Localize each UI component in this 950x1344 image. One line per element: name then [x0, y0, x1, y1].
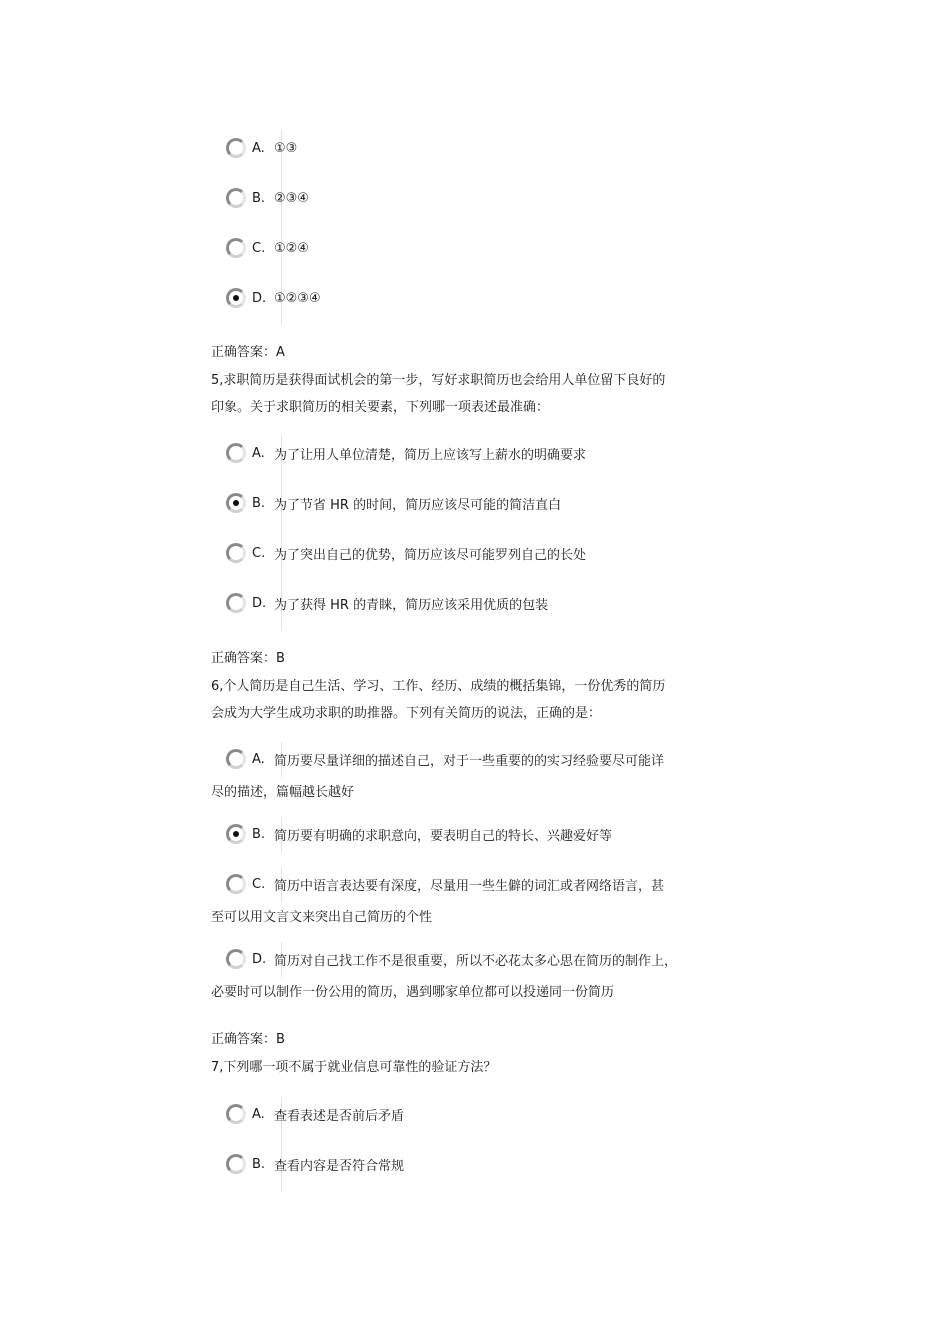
q6-option-b[interactable]: B. 简历要有明确的求职意向，要表明自己的特长、兴趣爱好等	[226, 820, 612, 848]
q4-correct-answer: 正确答案：A	[211, 345, 285, 360]
q7-option-a[interactable]: A. 查看表述是否前后矛盾	[226, 1100, 404, 1128]
q5-option-d[interactable]: D. 为了获得 HR 的青睐，简历应该采用优质的包装	[226, 589, 548, 617]
radio-unchecked-icon[interactable]	[226, 949, 246, 969]
q6-option-a[interactable]: A. 简历要尽量详细的描述自己，对于一些重要的的实习经验要尽可能详	[226, 745, 664, 773]
radio-unchecked-icon[interactable]	[226, 543, 246, 563]
q5-correct-answer: 正确答案：B	[211, 651, 285, 666]
radio-unchecked-icon[interactable]	[226, 874, 246, 894]
radio-unchecked-icon[interactable]	[226, 443, 246, 463]
radio-checked-icon[interactable]	[226, 824, 246, 844]
radio-unchecked-icon[interactable]	[226, 238, 246, 258]
q6-option-d[interactable]: D. 简历对自己找工作不是很重要，所以不必花太多心思在简历的制作上，	[226, 945, 677, 973]
q6-option-c-continued: 至可以用文言文来突出自己简历的个性	[211, 910, 433, 925]
radio-unchecked-icon[interactable]	[226, 138, 246, 158]
q4-option-b[interactable]: B. ②③④	[226, 184, 309, 212]
q6-option-a-continued: 尽的描述，篇幅越长越好	[211, 785, 355, 800]
q5-question-line2: 印象。关于求职简历的相关要素，下列哪一项表述最准确：	[211, 400, 550, 415]
radio-unchecked-icon[interactable]	[226, 1154, 246, 1174]
radio-unchecked-icon[interactable]	[226, 188, 246, 208]
q4-option-a[interactable]: A. ①③	[226, 134, 297, 162]
radio-unchecked-icon[interactable]	[226, 749, 246, 769]
radio-unchecked-icon[interactable]	[226, 593, 246, 613]
q6-option-c[interactable]: C. 简历中语言表达要有深度，尽量用一些生僻的词汇或者网络语言，甚	[226, 870, 664, 898]
q4-option-c[interactable]: C. ①②④	[226, 234, 309, 262]
q5-option-c[interactable]: C. 为了突出自己的优势，简历应该尽可能罗列自己的长处	[226, 539, 586, 567]
q5-option-b[interactable]: B. 为了节省 HR 的时间，简历应该尽可能的简洁直白	[226, 489, 561, 517]
radio-checked-icon[interactable]	[226, 288, 246, 308]
q7-option-b[interactable]: B. 查看内容是否符合常规	[226, 1150, 404, 1178]
radio-unchecked-icon[interactable]	[226, 1104, 246, 1124]
q7-question-line1: 7,下列哪一项不属于就业信息可靠性的验证方法？	[211, 1060, 497, 1075]
q6-option-d-continued: 必要时可以制作一份公用的简历，遇到哪家单位都可以投递同一份简历	[211, 985, 615, 1000]
q4-option-d[interactable]: D. ①②③④	[226, 284, 321, 312]
q6-question-line1: 6,个人简历是自己生活、学习、工作、经历、成绩的概括集锦，一份优秀的简历	[211, 679, 666, 694]
radio-checked-icon[interactable]	[226, 493, 246, 513]
q5-question-line1: 5,求职简历是获得面试机会的第一步，写好求职简历也会给用人单位留下良好的	[211, 373, 666, 388]
q6-correct-answer: 正确答案：B	[211, 1032, 285, 1047]
q6-question-line2: 会成为大学生成功求职的助推器。下列有关简历的说法，正确的是：	[211, 706, 602, 721]
q5-option-a[interactable]: A. 为了让用人单位清楚，简历上应该写上薪水的明确要求	[226, 439, 586, 467]
